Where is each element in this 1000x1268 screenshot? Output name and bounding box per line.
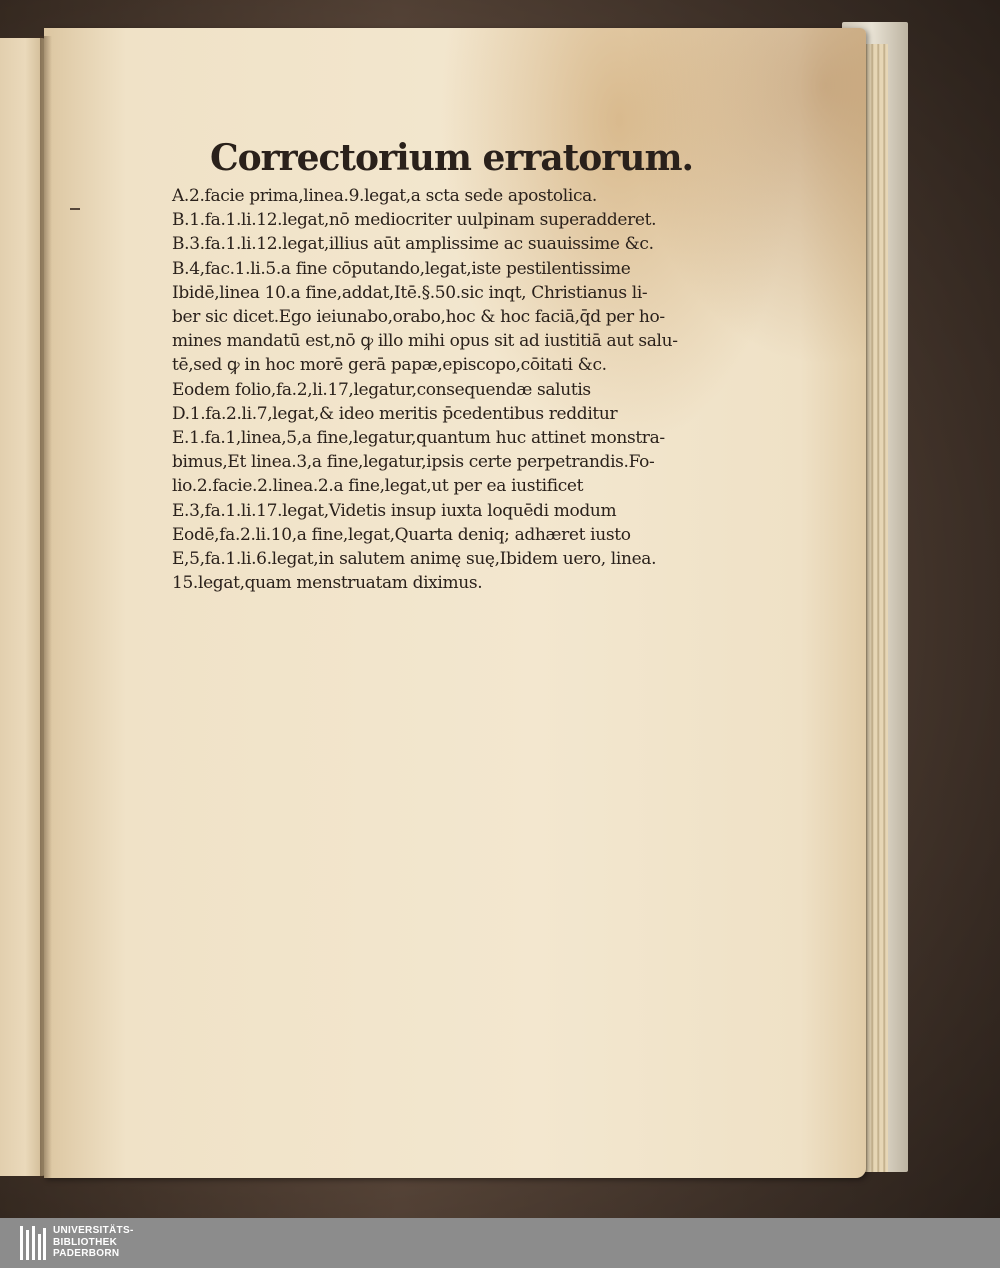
text-line: mines mandatū est,nō ꝙ illo mihi opus sit ad iustitiā aut salu- — [172, 331, 678, 352]
text-line: Eodem folio,fa.2,li.17,legatur,consequendæ salutis — [172, 379, 591, 400]
text-line: B.1.fa.1.li.12.legat,nō mediocriter uulpinam superadderet. — [172, 210, 657, 231]
logo-line: UNIVERSITÄTS- — [53, 1225, 134, 1236]
logo-line: PADERBORN — [53, 1248, 120, 1259]
text-line: B.4,fac.1.li.5.a fine cōputando,legat,iste pestilentissime — [172, 258, 631, 279]
text-line: 15.legat,quam menstruatam diximus. — [172, 573, 483, 594]
text-line: ber sic dicet.Ego ieiunabo,orabo,hoc & hoc faciā,q̄d per ho- — [172, 307, 665, 328]
text-line: E.3,fa.1.li.17.legat,Videtis insup iuxta loquēdi modum — [172, 500, 617, 521]
text-line: E.1.fa.1,linea,5,a fine,legatur,quantum huc attinet monstra- — [172, 428, 665, 449]
text-line: Eodē,fa.2.li.10,a fine,legat,Quarta deniq; adhæret iusto — [172, 524, 631, 545]
text-line: tē,sed ꝙ in hoc morē gerā papæ,episcopo,cōitati &c. — [172, 355, 607, 376]
page-heading: Correctorium erratorum. — [210, 137, 694, 179]
text-line: B.3.fa.1.li.12.legat,illius aūt amplissime ac suauissime &c. — [172, 234, 654, 255]
text-line: lio.2.facie.2.linea.2.a fine,legat,ut per ea iustificet — [172, 476, 584, 497]
library-logo-text — [53, 1225, 134, 1260]
text-line: Ibidē,linea 10.a fine,addat,Itē.§.50.sic inqt, Christianus li- — [172, 282, 648, 303]
library-logo-icon — [20, 1226, 46, 1260]
right-page — [44, 28, 866, 1178]
text-line: D.1.fa.2.li.7,legat,& ideo meritis p̄cedentibus redditur — [172, 403, 618, 424]
book-gutter — [40, 36, 52, 1178]
text-line: A.2.facie prima,linea.9.legat,a scta sede apostolica. — [172, 186, 597, 206]
footer-bar — [0, 1218, 1000, 1268]
errata-text — [172, 136, 712, 595]
margin-mark — [70, 208, 80, 210]
text-line: E,5,fa.1.li.6.legat,in salutem animę suę,Ibidem uero, linea. — [172, 549, 657, 570]
text-line: bimus,Et linea.3,a fine,legatur,ipsis certe perpetrandis.Fo- — [172, 452, 655, 473]
logo-line: BIBLIOTHEK — [53, 1236, 118, 1248]
